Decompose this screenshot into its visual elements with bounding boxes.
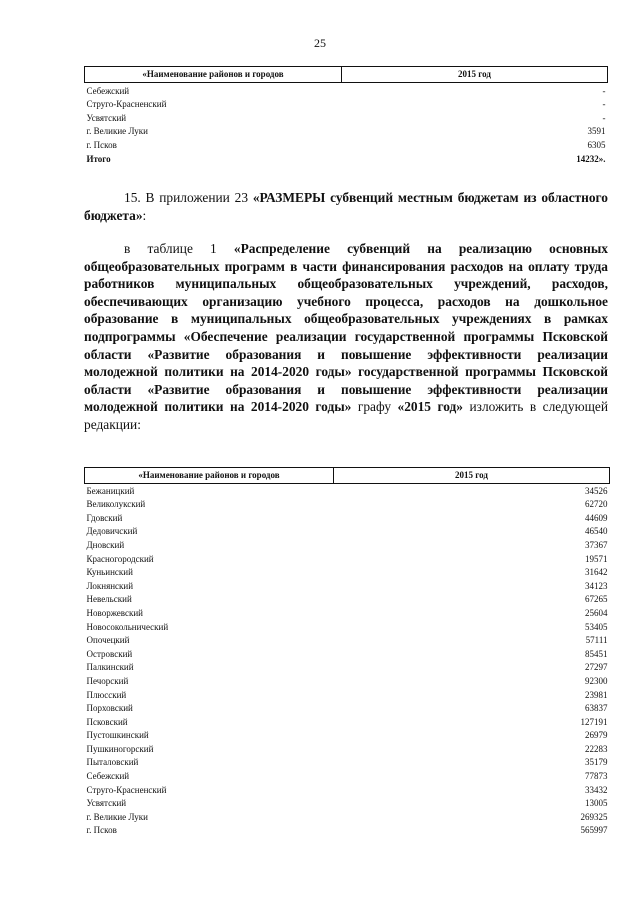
amount-2015: 34526 (585, 485, 608, 496)
paragraph-table1-amendment (84, 240, 608, 434)
table-row (85, 756, 610, 770)
amount-2015: 92300 (585, 675, 608, 686)
table-row (85, 661, 610, 675)
table-row (85, 539, 610, 553)
table-row (85, 98, 608, 112)
table-row (85, 634, 610, 648)
amount-2015: 85451 (585, 648, 608, 659)
amount-2015: 31642 (585, 567, 608, 578)
table-row (85, 553, 610, 567)
district-name: Печорский (86, 675, 129, 686)
table-title: «Распределение субвенций на реализацию основных общеобразовательных программ в части финансирования расходов на оплату труда работников муниципальных общеобразовательных учреждений, расходов, обеспечивающих организацию учебного процесса, расходов на дошкольное образование в муниципальных общеобразовательных учреждениях в рамках подпрограммы «Обеспечение реализации государственной программы Псковской области «Развитие образования и повышение эффективности реализации молодежной политики на 2014-2020 годы» государственной программы Псковской области «Развитие образования и повышение эффективности реализации молодежной политики на 2014-2020 годы» (84, 241, 608, 415)
table-row (85, 498, 610, 512)
amount-2015: 13005 (585, 798, 608, 809)
amount-2015: 57111 (585, 635, 608, 646)
table-row (85, 607, 610, 621)
paragraph-text: графу (351, 399, 398, 415)
amount-2015: 63837 (585, 703, 608, 714)
table-row (85, 125, 608, 139)
table-row (85, 743, 610, 757)
amount-2015: 23981 (585, 689, 608, 700)
table-row (85, 139, 608, 153)
district-name: г. Псков (86, 139, 117, 150)
amount-2015: 14232». (576, 153, 606, 164)
table-row (85, 770, 610, 784)
amount-2015: 62720 (585, 499, 608, 510)
district-name: Бежаницкий (86, 485, 135, 496)
amount-2015: 127191 (580, 716, 608, 727)
table-row (85, 702, 610, 716)
amount-2015: 269325 (580, 811, 608, 822)
table-row (85, 82, 608, 98)
table-row (85, 797, 610, 811)
district-name: Новосокольнический (86, 621, 169, 632)
table-row (85, 716, 610, 730)
district-name: Пустошкинский (86, 730, 149, 741)
paragraph-text: : (142, 207, 147, 223)
district-name: Себежский (86, 771, 130, 782)
district-name: Псковский (86, 716, 128, 727)
table-body (85, 82, 608, 166)
column-header-2015: 2015 год (342, 67, 608, 83)
district-name: Усвятский (86, 798, 127, 809)
amount-2015: 77873 (585, 771, 608, 782)
amount-2015: 67265 (585, 594, 608, 605)
table-row (85, 512, 610, 526)
amount-2015: 6305 (587, 139, 606, 150)
district-name: Локнянский (86, 580, 134, 591)
amount-2015: - (602, 85, 606, 96)
table-row (85, 811, 610, 825)
amount-2015: 26979 (585, 730, 608, 741)
amount-2015: 3591 (587, 126, 606, 137)
paragraph-item-15 (84, 189, 608, 224)
amount-2015: 46540 (585, 526, 608, 537)
amount-2015: 37367 (585, 539, 608, 550)
amount-2015: 22283 (585, 743, 608, 754)
table-row (85, 675, 610, 689)
district-name: Порховский (86, 703, 133, 714)
amount-2015: 33432 (585, 784, 608, 795)
district-name: Красногородский (86, 553, 154, 564)
amount-2015: 34123 (585, 580, 608, 591)
amount-2015: - (602, 112, 606, 123)
amount-2015: - (602, 99, 606, 110)
district-name: Дедовичский (86, 526, 138, 537)
column-header-districts: «Наименование районов и городов (85, 468, 334, 484)
district-name: г. Псков (86, 825, 117, 836)
paragraph-text: изложить в следующей редакции: (84, 399, 608, 432)
table-row (85, 689, 610, 703)
district-name: Пушкиногорский (86, 743, 154, 754)
table-row (85, 580, 610, 594)
district-name: Итого (86, 153, 111, 164)
subvention-distribution-table (84, 467, 610, 838)
table-row (85, 153, 608, 167)
column-header-districts: «Наименование районов и городов (85, 67, 342, 83)
district-name: Островский (86, 648, 133, 659)
table-body (85, 483, 610, 838)
amount-2015: 565997 (580, 825, 608, 836)
table-row (85, 483, 610, 498)
table-row (85, 621, 610, 635)
amount-2015: 25604 (585, 607, 608, 618)
district-name: Гдовский (86, 512, 123, 523)
amount-2015: 27297 (585, 662, 608, 673)
district-name: Дновский (86, 539, 125, 550)
column-reference: «2015 год» (397, 399, 464, 415)
amount-2015: 35179 (585, 757, 608, 768)
paragraph-text: 15. В приложении 23 (124, 190, 253, 205)
district-name: Куньинский (86, 567, 133, 578)
district-name: Опочецкий (86, 635, 130, 646)
table-row (85, 648, 610, 662)
table-header-row (85, 67, 608, 83)
table-row (85, 566, 610, 580)
table-row (85, 784, 610, 798)
district-name: Новоржевский (86, 607, 143, 618)
table-row (85, 729, 610, 743)
table-row (85, 593, 610, 607)
table-row (85, 525, 610, 539)
district-name: Невельский (86, 594, 132, 605)
district-name: Плюсский (86, 689, 127, 700)
paragraph-text: в таблице 1 (124, 241, 234, 256)
table-row (85, 824, 610, 838)
table-row (85, 112, 608, 126)
district-name: Струго-Красненский (86, 99, 167, 110)
column-header-2015: 2015 год (334, 468, 610, 484)
district-name: г. Великие Луки (86, 811, 148, 822)
district-name: Усвятский (86, 112, 127, 123)
district-name: Великолукский (86, 499, 146, 510)
page-number: 25 (314, 36, 326, 50)
amount-2015: 19571 (585, 553, 608, 564)
district-name: Струго-Красненский (86, 784, 167, 795)
district-name: г. Великие Луки (86, 126, 148, 137)
district-name: Палкинский (86, 662, 134, 673)
amount-2015: 44609 (585, 512, 608, 523)
subvention-table-continued (84, 66, 608, 166)
table-header-row (85, 468, 610, 484)
district-name: Пыталовский (86, 757, 139, 768)
amount-2015: 53405 (585, 621, 608, 632)
appendix-title: «РАЗМЕРЫ субвенций местным бюджетам из областного бюджета» (84, 190, 608, 223)
district-name: Себежский (86, 85, 130, 96)
